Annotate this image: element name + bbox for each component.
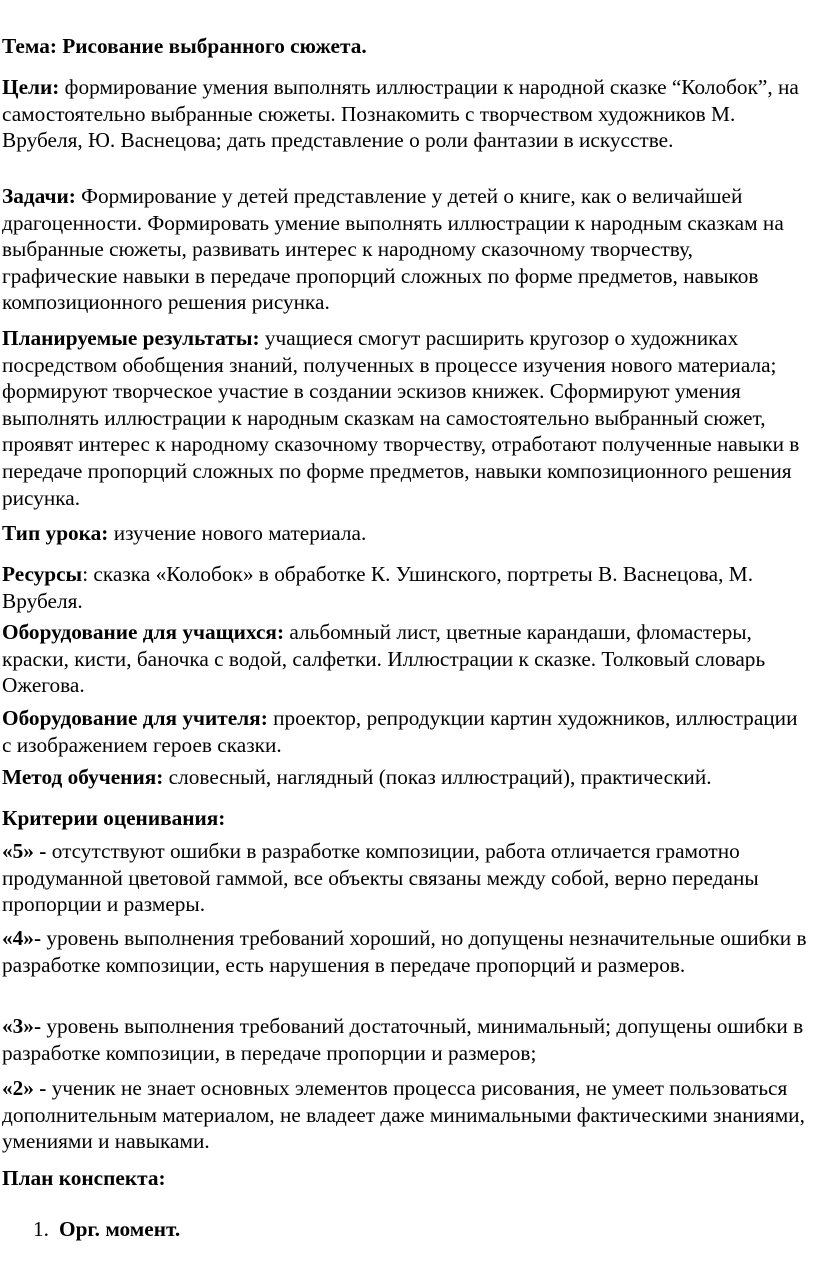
plan-list-text: Орг. момент. [59,1217,181,1241]
plan-list-number: 1. [33,1217,49,1241]
criterion-5-text: отсутствуют ошибки в разработке композиции, работа отличается грамотно продуманной цветовой гаммой, все объекты связаны между собой, верно переданы пропорции и размеры. [2,839,759,917]
criterion-4-text: уровень выполнения требований хороший, но допущены незначительные ошибки в разработке композиции, есть нарушения в передаче пропорций и размеров. [2,926,807,977]
criterion-2 [2,1075,810,1155]
goals-paragraph [2,74,810,154]
criterion-3-text: уровень выполнения требований достаточный, минимальный; допущены ошибки в разработке композиции, в передаче пропорции и размеров; [2,1014,804,1065]
tasks-text: Формирование у детей представление у детей о книге, как о величайшей драгоценности. Формировать умение выполнять иллюстрации к народным сказкам на выбранные сюжеты, развивать интерес к народному сказочному творчеству, графические навыки в передаче пропорций сложных по форме предметов, навыков композиционного решения рисунка. [2,184,784,315]
student-equipment-text: альбомный лист, цветные карандаши, фломастеры, краски, кисти, баночка с водой, салфетки. Иллюстрации к сказке. Толковый словарь Ожегова. [2,620,766,698]
teacher-equipment-label: Оборудование для учителя: [2,706,268,730]
student-equipment-paragraph [2,619,810,699]
lesson-type-text: изучение нового материала. [108,521,367,545]
criterion-3 [2,1013,810,1066]
goals-text: формирование умения выполнять иллюстрации к народной сказке “Колобок”, на самостоятельно выбранные сюжеты. Познакомить с творчеством художников М. Врубеля, Ю. Васнецова; дать представление о роли фантазии в искусстве. [2,75,799,153]
goals-label: Цели: [2,75,60,99]
criterion-2-label: «2» - [2,1076,47,1100]
student-equipment-label: Оборудование для учащихся: [2,620,285,644]
results-text: учащиеся смогут расширить кругозор о художниках посредством обобщения знаний, полученных в процессе изучения нового материала; формируют творческое участие в создании эскизов книжек. Сформируют умения выполнять иллюстрации к народным сказкам на самостоятельно выбранный сюжет, проявят интерес к народному сказочному творчеству, отработают полученные навыки в передаче пропорций сложных по форме предметов, навыки композиционного решения рисунка. [2,326,800,510]
lesson-type-label: Тип урока: [2,521,109,545]
resources-paragraph [2,561,810,614]
criterion-4-label: «4»- [2,926,42,950]
teacher-equipment-text: проектор, репродукции картин художников, иллюстрации с изображением героев сказки. [2,706,798,757]
criterion-2-text: ученик не знает основных элементов процесса рисования, не умеет пользоваться дополнительным материалом, не владеет даже минимальными фактическими знаниями, умениями и навыками. [2,1076,805,1154]
criterion-3-label: «3»- [2,1014,42,1038]
method-label: Метод обучения: [2,765,164,789]
plan-list-item [33,1216,793,1243]
results-label: Планируемые результаты: [2,326,260,350]
criteria-heading-label: Критерии оценивания: [2,806,226,830]
criterion-5 [2,838,810,918]
method-text: словесный, наглядный (показ иллюстраций), практический. [163,765,712,789]
plan-heading [2,1165,810,1192]
method-paragraph [2,764,810,791]
tasks-label: Задачи: [2,184,76,208]
resources-text: : сказка «Колобок» в обработке К. Ушинского, портреты В. Васнецова, М. Врубеля. [2,562,754,613]
topic-label: Тема: Рисование выбранного сюжета. [2,34,367,58]
topic-paragraph [2,33,810,60]
results-paragraph [2,325,810,511]
criteria-heading [2,805,810,832]
resources-label: Ресурсы [2,562,83,586]
teacher-equipment-paragraph [2,705,810,758]
tasks-paragraph [2,183,810,316]
lesson-type-paragraph [2,520,810,547]
plan-heading-label: План конспекта: [2,1166,166,1190]
criterion-5-label: «5» - [2,839,47,863]
criterion-4 [2,925,810,978]
